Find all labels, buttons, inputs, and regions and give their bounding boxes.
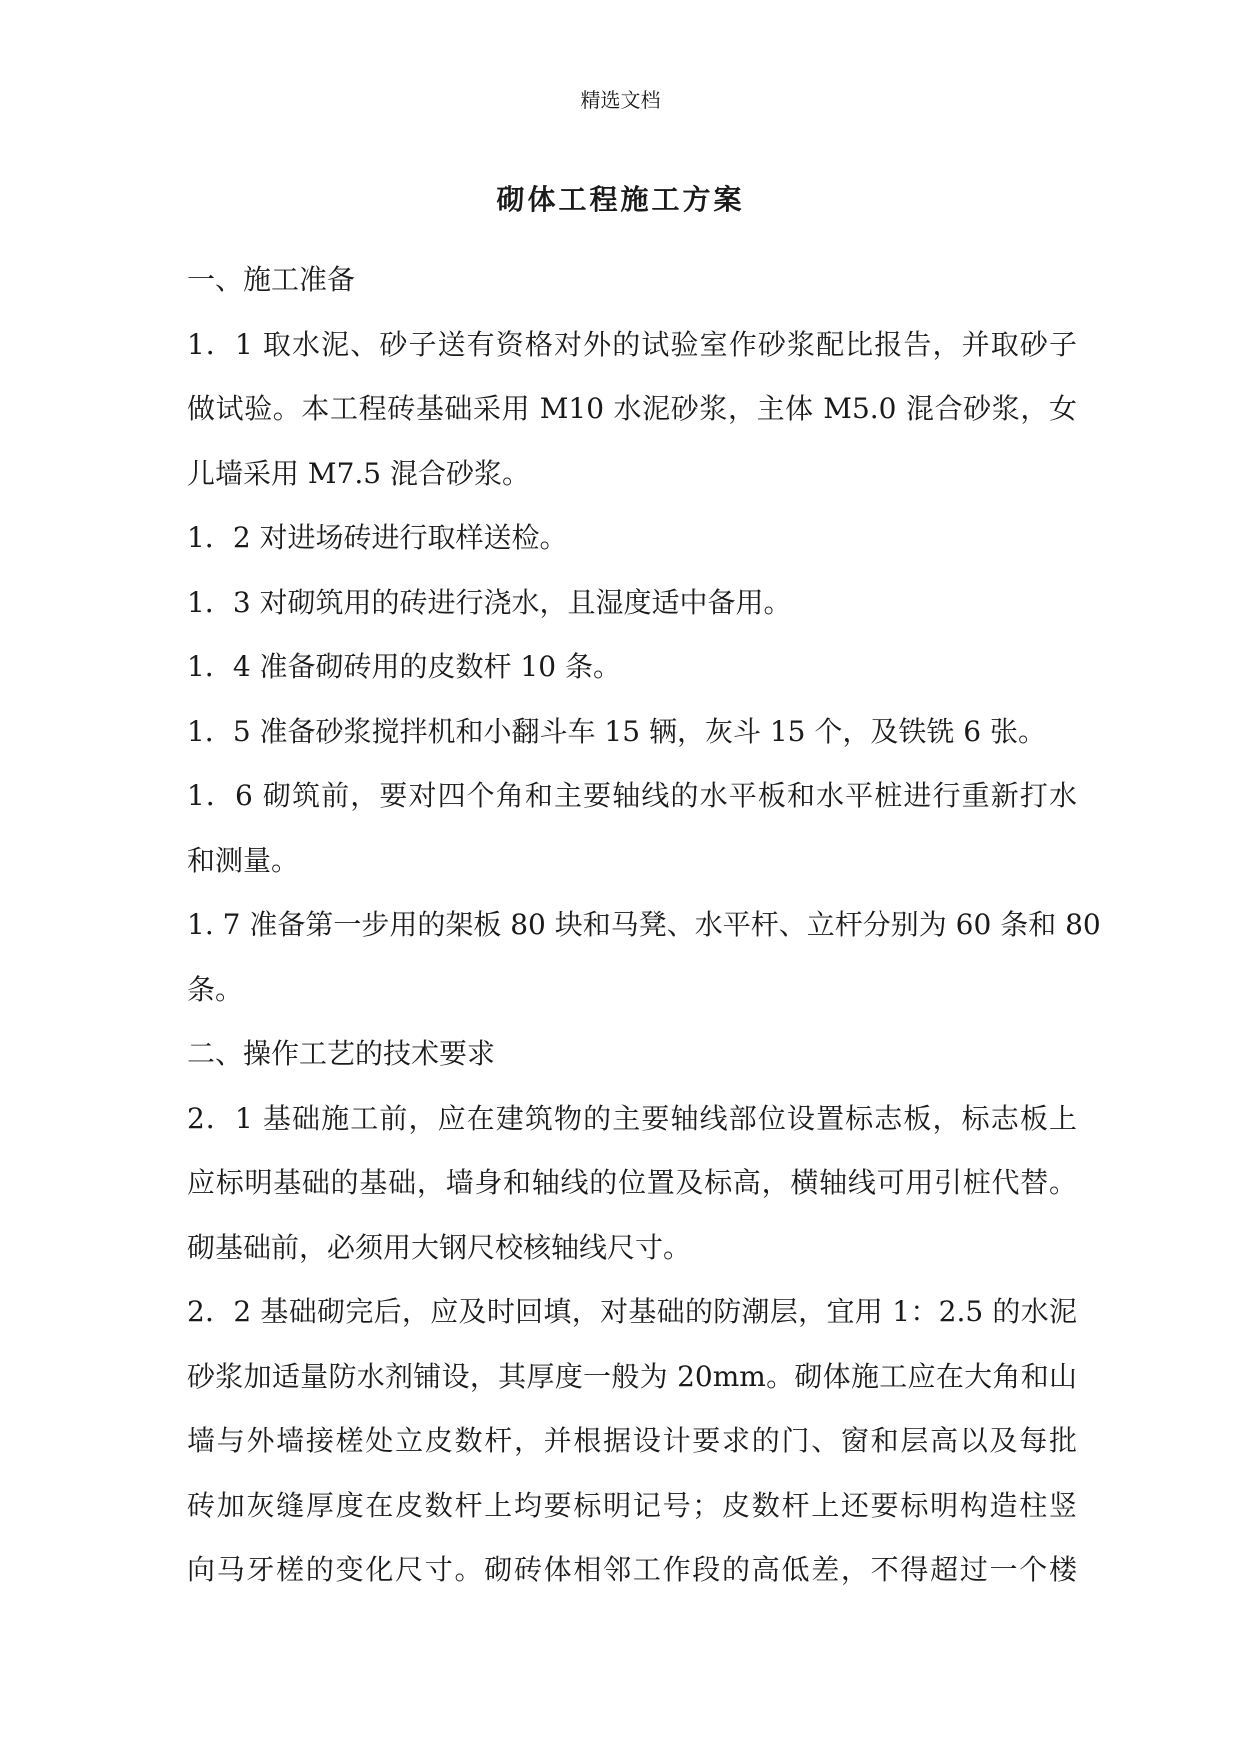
body-line: 砖加灰缝厚度在皮数杆上均要标明记号；皮数杆上还要标明构造柱竖: [187, 1488, 1077, 1522]
body-line: 墙与外墙接槎处立皮数杆，并根据设计要求的门、窗和层高以及每批: [187, 1424, 1077, 1457]
body-line: 1. 7 准备第一步用的架板 80 块和马凳、水平杆、立杆分别为 60 条和 80: [187, 908, 1101, 941]
body-line: 2．2 基础砌完后，应及时回填，对基础的防潮层，宜用 1：2.5 的水泥: [187, 1295, 1077, 1328]
page-header: 精选文档: [580, 88, 661, 112]
body-line: 1．3 对砌筑用的砖进行浇水，且湿度适中备用。: [187, 585, 792, 619]
body-line: 一、施工准备: [187, 263, 356, 296]
body-line: 砂浆加适量防水剂铺设，其厚度一般为 20mm。砌体施工应在大角和山: [187, 1359, 1077, 1393]
body-line: 二、操作工艺的技术要求: [187, 1037, 496, 1070]
document-body: [187, 248, 1101, 1603]
document-title: 砌体工程施工方案: [496, 183, 745, 216]
body-line: 2．1 基础施工前，应在建筑物的主要轴线部位设置标志板，标志板上: [187, 1101, 1077, 1135]
body-line: 1．4 准备砌砖用的皮数杆 10 条。: [187, 650, 621, 683]
body-line: 条。: [187, 972, 244, 1006]
body-line: 向马牙槎的变化尺寸。砌砖体相邻工作段的高低差，不得超过一个楼: [187, 1553, 1077, 1586]
body-line: 儿墙采用 M7.5 混合砂浆。: [187, 456, 531, 490]
body-line: 和测量。: [187, 843, 300, 877]
body-line: 砌基础前，必须用大钢尺校核轴线尺寸。: [187, 1230, 692, 1264]
body-line: 1．1 取水泥、砂子送有资格对外的试验室作砂浆配比报告，并取砂子: [187, 327, 1077, 361]
body-line: 1．6 砌筑前，要对四个角和主要轴线的水平板和水平桩进行重新打水: [187, 779, 1077, 812]
body-line: 1．2 对进场砖进行取样送检。: [187, 521, 568, 554]
body-line: 做试验。本工程砖基础采用 M10 水泥砂浆，主体 M5.0 混合砂浆，女: [187, 392, 1077, 425]
body-line: 1．5 准备砂浆搅拌机和小翻斗车 15 辆，灰斗 15 个，及铁铣 6 张。: [187, 714, 1047, 748]
body-line: 应标明基础的基础，墙身和轴线的位置及标高，横轴线可用引桩代替。: [187, 1166, 1077, 1199]
